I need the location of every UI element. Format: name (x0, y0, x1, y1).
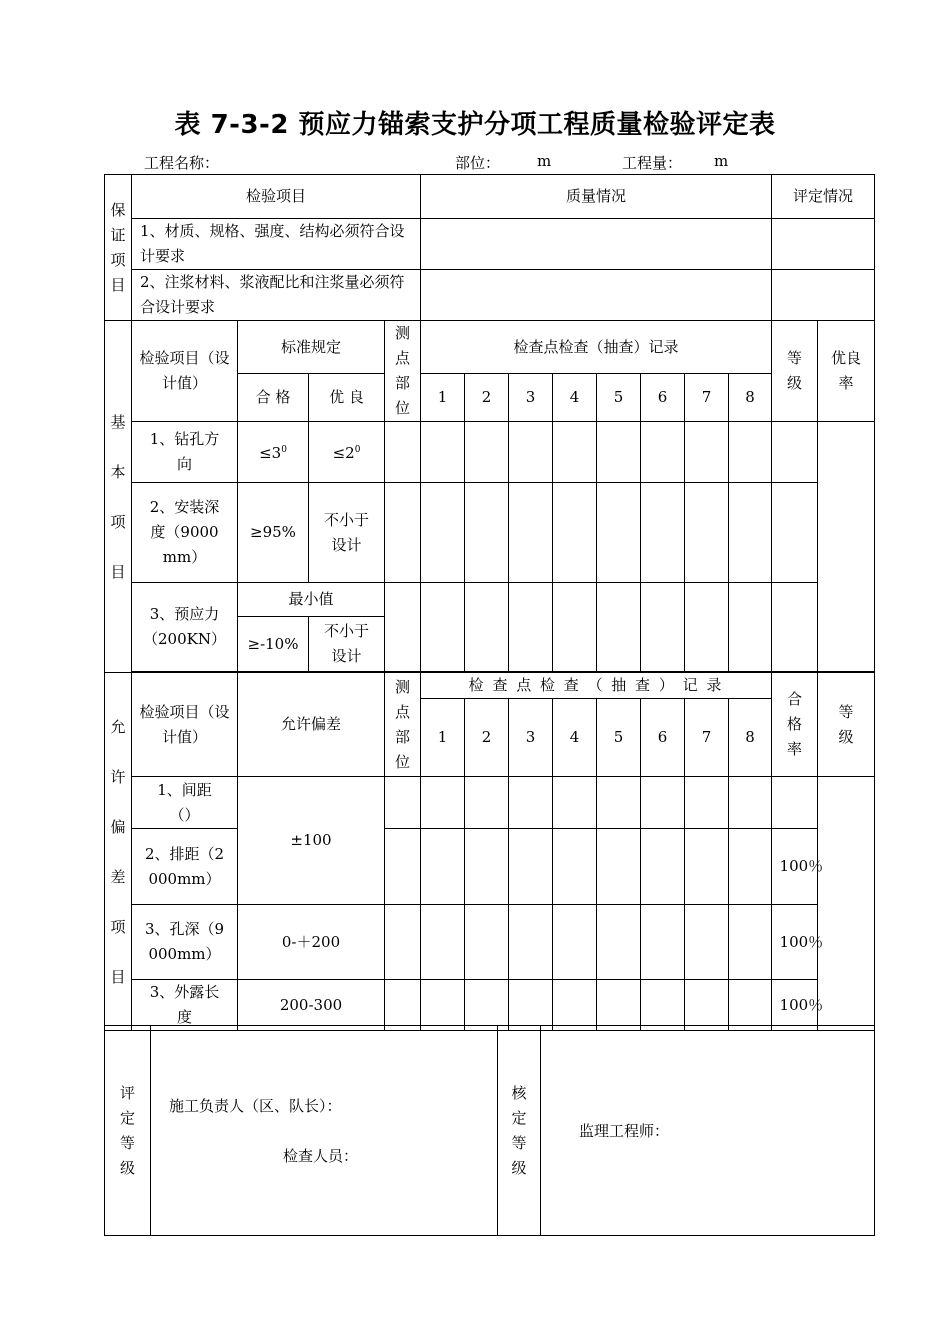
cell (641, 905, 685, 980)
basic-num-2: 2 (465, 374, 509, 422)
basic-row-1-good: $\le 2^0$ (309, 422, 385, 483)
page-title: 表 7-3-2 预应力锚索支护分项工程质量检验评定表 (174, 110, 776, 140)
allow-row-2-item: 2、排距（2000mm） (132, 829, 238, 905)
cell (641, 422, 685, 483)
basic-col-item: 检验项目（设计值） (132, 321, 238, 422)
cell (509, 583, 553, 672)
cell (385, 905, 421, 980)
basic-col-standard: 标准规定 (238, 321, 385, 374)
cell (685, 777, 729, 829)
allow-num-3: 3 (509, 699, 553, 777)
basic-col-point: 测点部位 (385, 321, 421, 422)
allow-row-2-rate: 100％ (772, 829, 818, 905)
cell (553, 777, 597, 829)
cell (421, 777, 465, 829)
cell (729, 483, 772, 583)
cell (509, 829, 553, 905)
guarantee-row-2-eval (772, 270, 875, 321)
basic-row-3-item: 3、预应力（200KN） (132, 583, 238, 672)
quantity-label: 工程量： (622, 154, 683, 172)
guarantee-row-2: 2、注浆材料、浆液配比和注浆量必须符合设计要求 (132, 270, 421, 321)
cell (729, 905, 772, 980)
construction-manager-label: 施工负责人（区、队长）： (169, 1096, 342, 1115)
basic-num-7: 7 (685, 374, 729, 422)
allow-col-rate: 合格率 (772, 673, 818, 777)
cell (729, 980, 772, 1031)
cell (685, 583, 729, 672)
cell (729, 422, 772, 483)
guarantee-col-eval: 评定情况 (772, 175, 875, 219)
cell (421, 483, 465, 583)
cell (553, 980, 597, 1031)
allow-row-3-item: 3、孔深（9000mm） (132, 905, 238, 980)
cell (553, 829, 597, 905)
allow-col-grade: 等级 (818, 673, 875, 777)
location-unit: m (537, 152, 552, 170)
cell (641, 583, 685, 672)
cell (509, 905, 553, 980)
allow-row-3-dev: 0-＋200 (238, 905, 385, 980)
cell (385, 777, 421, 829)
signature-left (151, 1026, 498, 1236)
project-name-label: 工程名称： (144, 154, 220, 172)
basic-num-6: 6 (641, 374, 685, 422)
basic-num-8: 8 (729, 374, 772, 422)
cell (421, 980, 465, 1031)
guarantee-row-2-quality (421, 270, 772, 321)
basic-row-3-good: 不小于设计 (309, 617, 385, 672)
basic-num-1: 1 (421, 374, 465, 422)
cell (385, 980, 421, 1031)
guarantee-row-1-eval (772, 219, 875, 270)
cell (597, 583, 641, 672)
allow-num-2: 2 (465, 699, 509, 777)
cell (385, 422, 421, 483)
allow-col-dev: 允许偏差 (238, 673, 385, 777)
guarantee-col-quality: 质量情况 (421, 175, 772, 219)
cell (421, 829, 465, 905)
supervisor-label: 监理工程师： (541, 1026, 875, 1236)
cell (553, 583, 597, 672)
basic-col-pass: 合 格 (238, 374, 309, 422)
basic-col-rate: 优良率 (818, 321, 875, 422)
basic-row-2-pass: ≥95% (238, 483, 309, 583)
allow-row-4-dev: 200-300 (238, 980, 385, 1031)
cell (641, 483, 685, 583)
allow-num-4: 4 (553, 699, 597, 777)
cell (729, 829, 772, 905)
cell (685, 905, 729, 980)
allow-row-4-item: 3、外露长度 (132, 980, 238, 1031)
allow-num-1: 1 (421, 699, 465, 777)
cell (421, 422, 465, 483)
cell (597, 483, 641, 583)
allow-num-8: 8 (729, 699, 772, 777)
cell (385, 483, 421, 583)
signature-table (104, 1025, 875, 1236)
cell (685, 422, 729, 483)
allow-num-6: 6 (641, 699, 685, 777)
cell (641, 777, 685, 829)
cell (509, 777, 553, 829)
basic-row-2-good: 不小于设计 (309, 483, 385, 583)
cell (685, 483, 729, 583)
cell (465, 483, 509, 583)
basic-row-3-pass: ≥-10% (238, 617, 309, 672)
cell (509, 980, 553, 1031)
basic-row-1-pass: $\le 3^0$ (238, 422, 309, 483)
cell (685, 980, 729, 1031)
cell (421, 905, 465, 980)
allow-grade-cell (818, 777, 875, 1031)
location-label: 部位： (455, 154, 501, 172)
basic-num-4: 4 (553, 374, 597, 422)
basic-rate-cell (818, 422, 875, 672)
allow-col-record: 检 查 点 检 查 （ 抽 查 ） 记 录 (421, 673, 772, 699)
allow-row-1-item: 1、间距（） (132, 777, 238, 829)
cell (772, 777, 818, 829)
guarantee-row-1-quality (421, 219, 772, 270)
cell (385, 829, 421, 905)
cell (597, 422, 641, 483)
allow-col-item: 检验项目（设计值） (132, 673, 238, 777)
cell (597, 980, 641, 1031)
cell (421, 583, 465, 672)
verify-grade-label: 核定等级 (498, 1026, 541, 1236)
basic-row-1-item: 1、钻孔方向 (132, 422, 238, 483)
cell (465, 829, 509, 905)
guarantee-row-1: 1、材质、规格、强度、结构必须符合设计要求 (132, 219, 421, 270)
evaluation-table (104, 174, 875, 1031)
basic-row-3-min: 最小值 (238, 583, 385, 617)
eval-grade-label: 评定等级 (105, 1026, 151, 1236)
cell (772, 483, 818, 583)
allow-section-label: 允许偏差项目 (105, 673, 132, 1031)
cell (772, 583, 818, 672)
guarantee-col-item: 检验项目 (132, 175, 421, 219)
quantity-unit: m (714, 152, 729, 170)
cell (465, 422, 509, 483)
cell (729, 583, 772, 672)
cell (597, 905, 641, 980)
cell (597, 829, 641, 905)
cell (385, 583, 421, 672)
basic-section-label: 基本项目 (105, 321, 132, 673)
cell (465, 980, 509, 1031)
cell (685, 829, 729, 905)
basic-row-2-item: 2、安装深度（9000mm） (132, 483, 238, 583)
basic-num-3: 3 (509, 374, 553, 422)
allow-row-3-rate: 100％ (772, 905, 818, 980)
allow-num-5: 5 (597, 699, 641, 777)
cell (509, 483, 553, 583)
allow-col-point: 测点部位 (385, 673, 421, 777)
basic-num-5: 5 (597, 374, 641, 422)
allow-num-7: 7 (685, 699, 729, 777)
cell (641, 829, 685, 905)
cell (641, 980, 685, 1031)
cell (465, 905, 509, 980)
inspector-label: 检查人员： (283, 1146, 359, 1165)
cell (465, 777, 509, 829)
cell (772, 422, 818, 483)
allow-row-12-dev: ±100 (238, 777, 385, 905)
cell (509, 422, 553, 483)
cell (597, 777, 641, 829)
allow-row-4-rate: 100％ (772, 980, 818, 1031)
basic-col-grade: 等级 (772, 321, 818, 422)
cell (553, 905, 597, 980)
basic-col-record: 检查点检查（抽查）记录 (421, 321, 772, 374)
cell (553, 483, 597, 583)
cell (465, 583, 509, 672)
guarantee-section-label: 保证项目 (105, 175, 132, 321)
cell (553, 422, 597, 483)
basic-col-good: 优 良 (309, 374, 385, 422)
cell (729, 777, 772, 829)
